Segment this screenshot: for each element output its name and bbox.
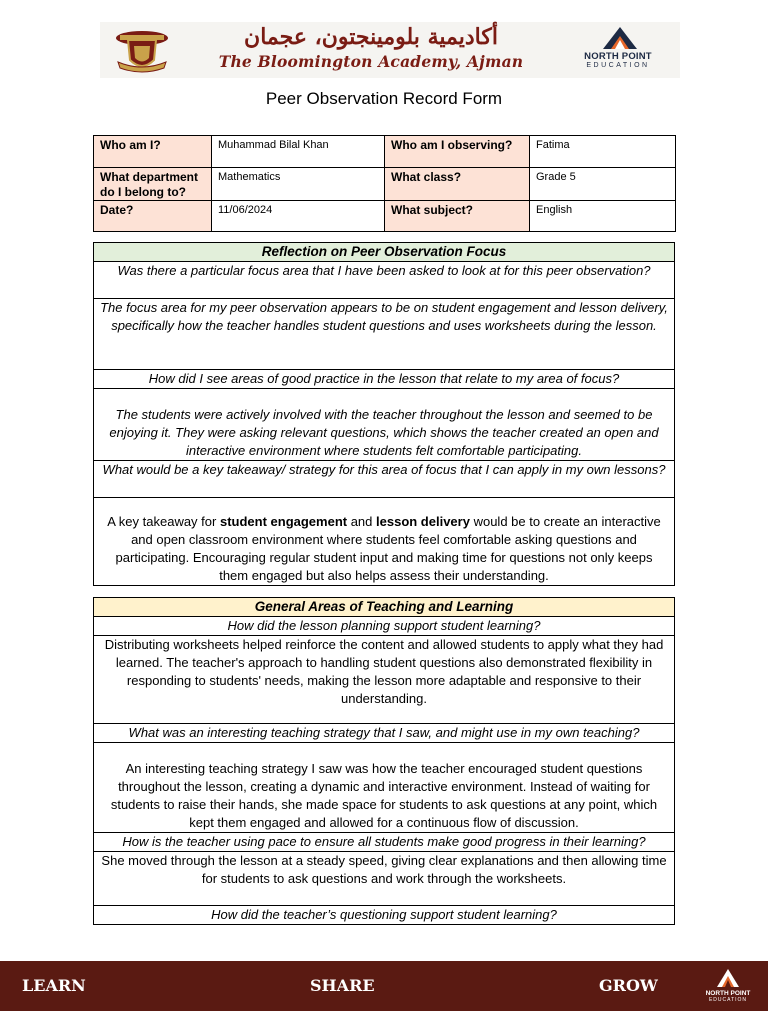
reflection-question-2: How did I see areas of good practice in the lesson that relate to my area of focus?	[94, 370, 675, 389]
answer-3-text-2: and	[347, 514, 377, 529]
who-am-i-value[interactable]: Muhammad Bilal Khan	[212, 136, 385, 168]
general-answer-1[interactable]: Distributing worksheets helped reinforce the content and allowed students to apply what they had learned. The teacher's approach to handling student questions also demonstrated flexibility in responding to students' needs, making the lesson more adaptable and responsive to their understanding.	[94, 636, 675, 724]
subject-value[interactable]: English	[530, 201, 676, 232]
answer-3-bold-1: student engagement	[219, 514, 348, 529]
general-question-4: How did the teacher’s questioning support student learning?	[94, 906, 675, 925]
reflection-answer-3[interactable]	[94, 498, 675, 586]
general-table	[93, 597, 675, 925]
footer-bar	[0, 961, 768, 1011]
who-am-i-label: Who am I?	[94, 136, 212, 168]
answer-3-text-1: A key takeaway for	[107, 514, 220, 529]
footer-share: SHARE	[310, 976, 375, 995]
general-answer-2[interactable]: An interesting teaching strategy I saw was how the teacher encouraged student questions throughout the lesson, creating a dynamic and interactive environment. Instead of waiting for students to raise their hands, she made space for students to ask questions at any point, which kept them engaged and allowed for a continuous flow of discussion.	[94, 743, 675, 833]
school-name-arabic: أكاديمية بلومينجتون، عجمان	[244, 24, 498, 50]
footer-logo-name: NORTH POINT	[705, 990, 751, 997]
reflection-question-3: What would be a key takeaway/ strategy for this area of focus that I can apply in my own lessons?	[94, 461, 675, 498]
reflection-answer-2[interactable]: The students were actively involved with the teacher throughout the lesson and seemed to be enjoying it. They were asking relevant questions, which shows the teacher created an open and interactive environment where students felt comfortable participating.	[94, 389, 675, 461]
footer-logo	[696, 968, 760, 1006]
reflection-question-1: Was there a particular focus area that I have been asked to look at for this peer observation?	[94, 262, 675, 299]
reflection-heading: Reflection on Peer Observation Focus	[94, 243, 675, 262]
observing-label: Who am I observing?	[385, 136, 530, 168]
school-name-english: The Bloomington Academy, Ajman	[218, 52, 524, 71]
school-header	[100, 22, 680, 78]
class-value[interactable]: Grade 5	[530, 168, 676, 201]
school-crest-icon	[114, 26, 170, 74]
info-table	[93, 135, 676, 232]
department-value[interactable]: Mathematics	[212, 168, 385, 201]
department-label: What department do I belong to?	[94, 168, 212, 201]
date-label: Date?	[94, 201, 212, 232]
north-point-logo	[564, 26, 672, 74]
form-title: Peer Observation Record Form	[265, 89, 503, 108]
footer-learn: LEARN	[22, 976, 86, 995]
footer-grow: GROW	[599, 976, 658, 995]
subject-label: What subject?	[385, 201, 530, 232]
north-point-name: NORTH POINT	[584, 51, 652, 62]
footer-mountain-icon	[716, 968, 740, 988]
class-label: What class?	[385, 168, 530, 201]
footer-logo-sub: EDUCATION	[708, 997, 748, 1003]
reflection-answer-1[interactable]: The focus area for my peer observation appears to be on student engagement and lesson delivery, specifically how the teacher handles student questions and uses worksheets during the lesson.	[94, 299, 675, 370]
north-point-mountain-icon	[602, 26, 638, 50]
date-value[interactable]: 11/06/2024	[212, 201, 385, 232]
general-answer-3[interactable]: She moved through the lesson at a steady speed, giving clear explanations and then allowing time for students to ask questions and work through the worksheets.	[94, 852, 675, 906]
general-heading: General Areas of Teaching and Learning	[94, 598, 675, 617]
north-point-sub: EDUCATION	[586, 62, 650, 69]
general-question-1: How did the lesson planning support student learning?	[94, 617, 675, 636]
reflection-table	[93, 242, 675, 586]
general-question-3: How is the teacher using pace to ensure all students make good progress in their learning?	[94, 833, 675, 852]
general-question-2: What was an interesting teaching strategy that I saw, and might use in my own teaching?	[94, 724, 675, 743]
answer-3-text-3: would be to create an interactive and open classroom environment where students feel comfortable asking questions and participating. Encouraging regular student input and making time for questions not only keeps them engaged but also helps assess their understanding.	[115, 514, 661, 583]
answer-3-bold-2: lesson delivery	[376, 514, 470, 529]
observing-value[interactable]: Fatima	[530, 136, 676, 168]
